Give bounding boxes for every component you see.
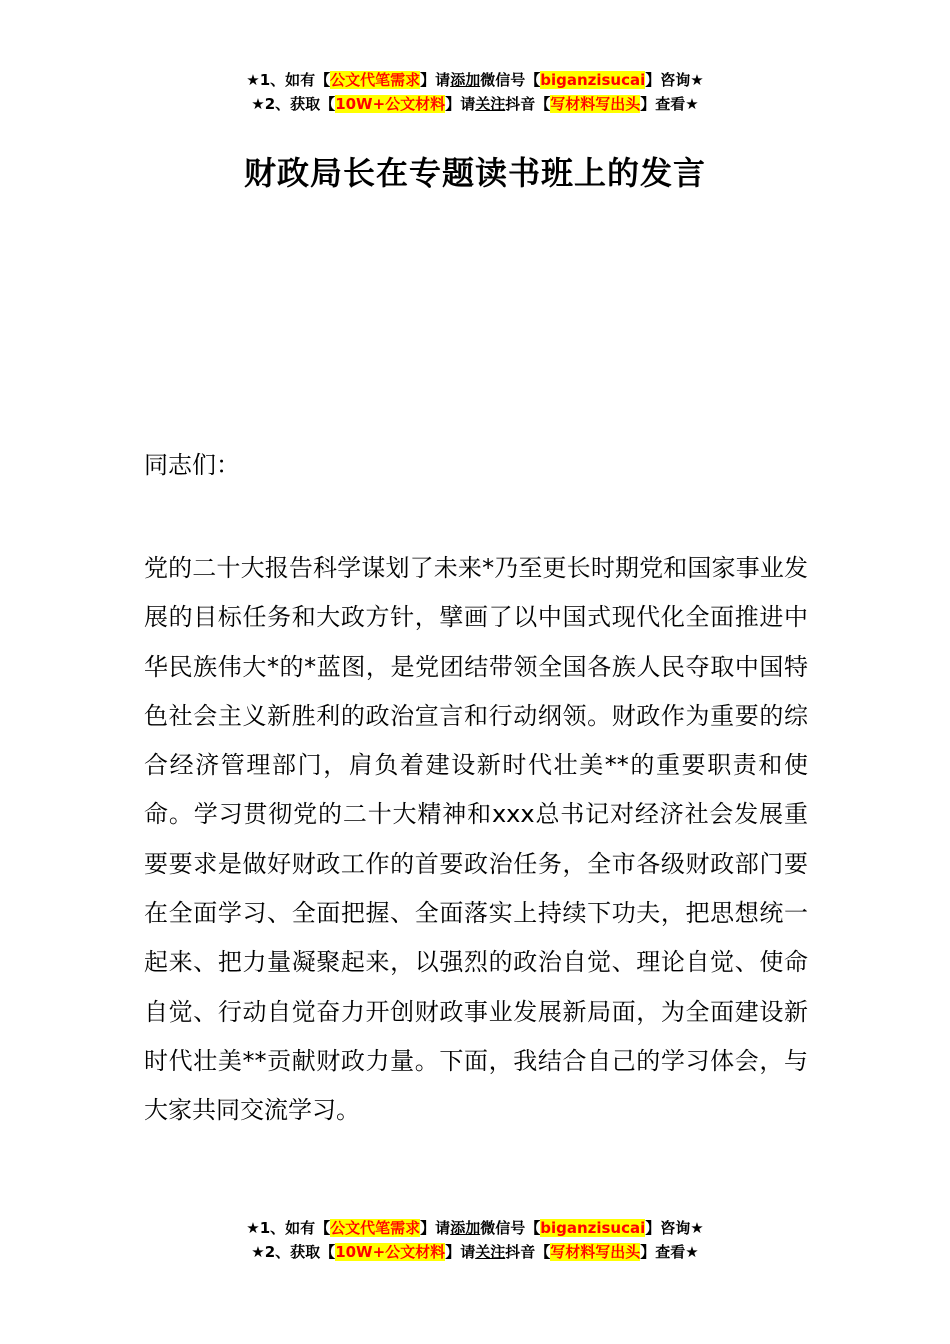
- promo-underlined: 添加: [450, 71, 481, 89]
- promo-footer: [0, 1216, 950, 1264]
- promo-highlight-douyin-account: 写材料写出头: [550, 95, 641, 113]
- promo-text: ★2、获取【: [251, 95, 336, 113]
- promo-text: 微信号【: [480, 71, 541, 89]
- promo-text: ★2、获取【: [251, 1243, 336, 1261]
- promo-line-2: [0, 92, 950, 116]
- promo-highlight-service: 公文代笔需求: [330, 71, 421, 89]
- promo-line-1: [0, 68, 950, 92]
- promo-text: 】咨询★: [645, 1219, 704, 1237]
- promo-line-1: [0, 1216, 950, 1240]
- document-title: 财政局长在专题读书班上的发言: [243, 154, 706, 192]
- promo-text: 】请: [445, 1243, 476, 1261]
- promo-text: 】请: [420, 1219, 451, 1237]
- promo-text: 抖音【: [505, 1243, 551, 1261]
- body-paragraph: 党的二十大报告科学谋划了未来*乃至更长时期党和国家事业发展的目标任务和大政方针，擘画了以中国式现代化全面推进中华民族伟大*的*蓝图，是党团结带领全国各族人民夺取中国特色社会主义新胜利的政治宣言和行动纲领。财政作为重要的综合经济管理部门，肩负着建设新时代壮美**的重要职责和使命。学习贯彻党的二十大精神和xxx总书记对经济社会发展重要要求是做好财政工作的首要政治任务，全市各级财政部门要在全面学习、全面把握、全面落实上持续下功夫，把思想统一起来、把力量凝聚起来，以强烈的政治自觉、理论自觉、使命自觉、行动自觉奋力开创财政事业发展新局面，为全面建设新时代壮美**贡献财政力量。下面，我结合自己的学习体会，与大家共同交流学习。: [144, 554, 808, 1125]
- promo-text: ★1、如有【: [246, 71, 331, 89]
- promo-underlined: 添加: [450, 1219, 481, 1237]
- promo-underlined: 关注: [475, 95, 506, 113]
- promo-text: 】请: [420, 71, 451, 89]
- promo-highlight-wechat-id: biganzisucai: [540, 1219, 646, 1237]
- promo-underlined: 关注: [475, 1243, 506, 1261]
- promo-header: [0, 68, 950, 116]
- salutation: 同志们：: [144, 451, 240, 479]
- promo-line-2: [0, 1240, 950, 1264]
- promo-highlight-materials: 10W+公文材料: [335, 95, 446, 113]
- promo-highlight-wechat-id: biganzisucai: [540, 71, 646, 89]
- promo-highlight-service: 公文代笔需求: [330, 1219, 421, 1237]
- promo-highlight-douyin-account: 写材料写出头: [550, 1243, 641, 1261]
- promo-text: 抖音【: [505, 95, 551, 113]
- promo-text: 】查看★: [640, 1243, 699, 1261]
- promo-text: 】咨询★: [645, 71, 704, 89]
- promo-text: 】请: [445, 95, 476, 113]
- promo-text: ★1、如有【: [246, 1219, 331, 1237]
- promo-text: 微信号【: [480, 1219, 541, 1237]
- promo-text: 】查看★: [640, 95, 699, 113]
- promo-highlight-materials: 10W+公文材料: [335, 1243, 446, 1261]
